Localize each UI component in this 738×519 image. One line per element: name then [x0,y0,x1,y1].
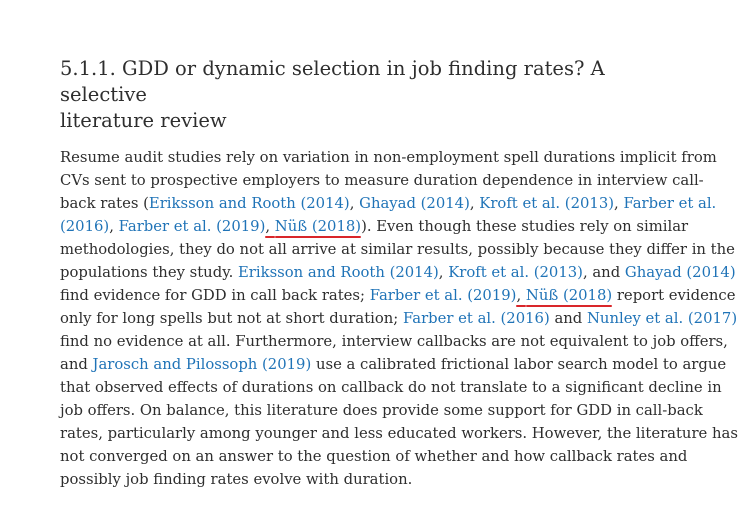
paragraph-line [60,353,727,376]
paragraph-line [60,330,728,353]
paragraph-text: , and [582,264,625,281]
paragraph-text: report evidence [612,287,736,304]
paragraph-text: rates, particularly among younger and less educated workers. However, the literature has [60,425,738,442]
paragraph-text: that observed effects of durations on callback do not translate to a significant decline in [60,379,722,396]
paragraph-text: possibly job finding rates evolve with duration. [60,471,413,488]
paragraph-text: , [469,195,480,212]
paragraph-line [60,284,736,307]
paragraph-text: populations they study. [60,264,238,281]
citation-link[interactable]: Nunley et al. (2017) [586,310,738,327]
paragraph-line [60,468,650,491]
citation-link[interactable]: Nüß (2018) [525,287,613,304]
paragraph-text: ). Even though these studies rely on similar [361,218,689,235]
citation-link[interactable]: Farber et al. (2016) [403,310,550,327]
paragraph-text: and [60,356,93,373]
paragraph-line [60,192,717,215]
citation-link[interactable]: Nüß (2018) [274,218,362,235]
citation-link[interactable]: Ghayad (2014) [624,264,736,281]
citation-link[interactable]: Farber et al. [623,195,717,212]
paragraph-text: CVs sent to prospective employers to measure duration dependence in interview call- [60,172,704,189]
citation-link[interactable]: Ghayad (2014) [359,195,470,212]
paragraph-text: back rates ( [60,195,149,212]
citation-link[interactable]: Farber et al. (2019) [369,287,517,304]
citation-link[interactable]: Kroft et al. (2013) [479,195,615,212]
paragraph-line [60,261,736,284]
paragraph-line [60,376,722,399]
citation-link[interactable]: Eriksson and Rooth (2014) [238,264,439,281]
paragraph-text: , [109,218,119,235]
paragraph-text: not converged on an answer to the question of whether and how callback rates and [60,448,688,465]
paragraph-line [60,146,717,169]
paragraph-text: , [438,264,449,281]
literature-review-section [60,56,738,491]
paragraph-line [60,238,735,261]
paragraph-line [60,399,703,422]
citation-link[interactable]: (2016) [60,218,110,235]
paragraph-text: , [349,195,360,212]
section-heading-line: literature review [60,109,227,132]
paragraph-line [60,169,704,192]
paragraph-line [60,307,738,330]
paragraph-line [60,445,688,468]
paragraph-text: methodologies, they do not all arrive at similar results, possibly because they differ in the [60,241,735,258]
paragraph-line [60,422,738,445]
citation-link[interactable]: Farber et al. (2019) [118,218,266,235]
paragraph-text: and [549,310,587,327]
citation-link[interactable]: Kroft et al. (2013) [448,264,583,281]
paragraph-text: find no evidence at all. Furthermore, interview callbacks are not equivalent to job offers, [60,333,728,350]
annotation-underline: , [516,287,526,304]
paragraph-text: use a calibrated frictional labor search model to argue [311,356,727,373]
annotation-underline: , [265,218,275,235]
review-paragraph [60,146,738,491]
citation-link[interactable]: Eriksson and Rooth (2014) [148,195,350,212]
section-heading [60,56,650,134]
section-heading-line: 5.1.1. GDD or dynamic selection in job finding rates? A selective [60,57,605,106]
paragraph-line [60,215,689,238]
paragraph-text: find evidence for GDD in call back rates; [60,287,370,304]
paragraph-text: Resume audit studies rely on variation in non-employment spell durations implicit from [60,149,717,166]
citation-link[interactable]: Jarosch and Pilossoph (2019) [92,356,312,373]
paragraph-text: , [614,195,624,212]
paragraph-text: only for long spells but not at short duration; [60,310,403,327]
paragraph-text: job offers. On balance, this literature does provide some support for GDD in call-back [60,402,703,419]
